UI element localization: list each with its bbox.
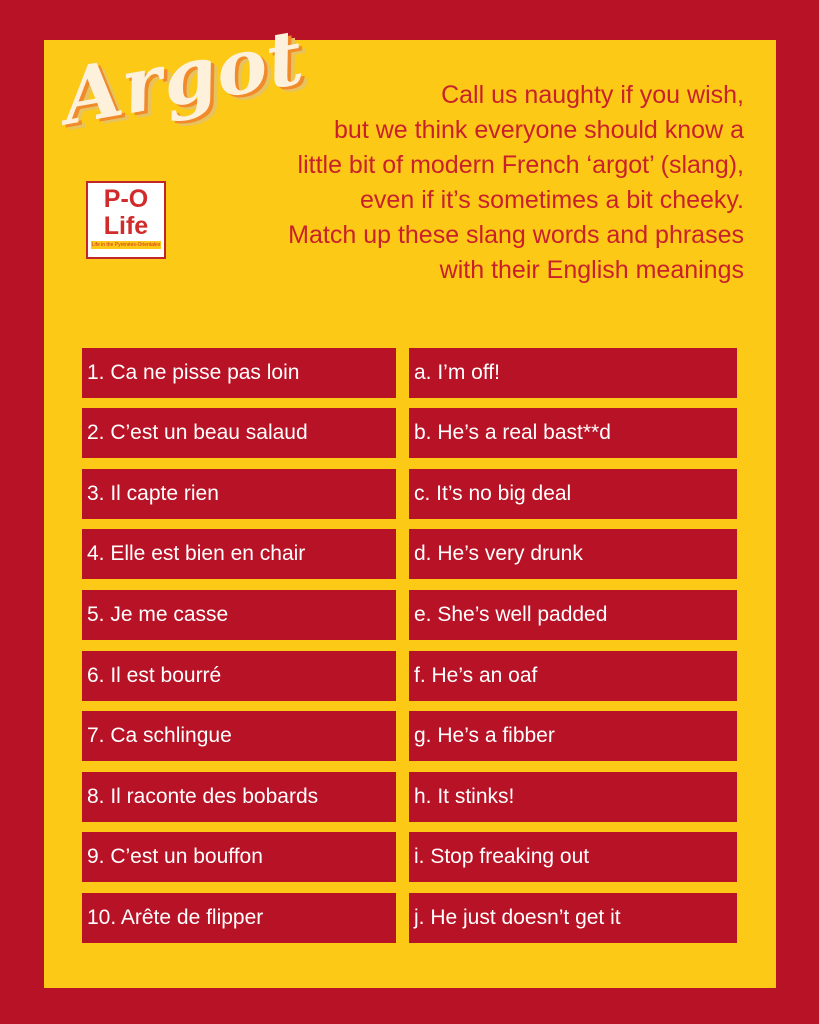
- meaning-item-a: a. I’m off!: [409, 348, 737, 398]
- intro-line: but we think everyone should know a: [334, 116, 744, 144]
- meaning-item-b: b. He’s a real bast**d: [409, 408, 737, 458]
- meaning-item-f: f. He’s an oaf: [409, 651, 737, 701]
- logo-line-2: Life: [103, 212, 149, 240]
- phrase-item-3: 3. Il capte rien: [82, 469, 396, 519]
- phrase-item-7: 7. Ca schlingue: [82, 711, 396, 761]
- phrase-item-2: 2. C’est un beau salaud: [82, 408, 396, 458]
- meaning-item-e: e. She’s well padded: [409, 590, 737, 640]
- phrase-item-10: 10. Arête de flipper: [82, 893, 396, 943]
- intro-line: even if it’s sometimes a bit cheeky.: [360, 186, 744, 214]
- intro-line: with their English meanings: [439, 256, 744, 284]
- phrase-item-8: 8. Il raconte des bobards: [82, 772, 396, 822]
- meaning-item-j: j. He just doesn’t get it: [409, 893, 737, 943]
- meaning-item-d: d. He’s very drunk: [409, 529, 737, 579]
- phrase-item-1: 1. Ca ne pisse pas loin: [82, 348, 396, 398]
- intro-line: little bit of modern French ‘argot’ (slang),: [297, 151, 744, 179]
- phrase-item-6: 6. Il est bourré: [82, 651, 396, 701]
- intro-line: Match up these slang words and phrases: [288, 221, 744, 249]
- phrase-item-4: 4. Elle est bien en chair: [82, 529, 396, 579]
- logo-tagline: Life in the Pyrénées-Orientales: [91, 242, 161, 248]
- po-life-logo: [86, 181, 166, 259]
- meaning-item-h: h. It stinks!: [409, 772, 737, 822]
- intro-text: [184, 78, 744, 288]
- logo-line-1: P-O: [103, 185, 149, 213]
- meaning-item-g: g. He’s a fibber: [409, 711, 737, 761]
- meaning-item-i: i. Stop freaking out: [409, 832, 737, 882]
- content-panel: [44, 12, 776, 988]
- meaning-item-c: c. It’s no big deal: [409, 469, 737, 519]
- page-title: Argot: [55, 12, 311, 142]
- phrase-item-5: 5. Je me casse: [82, 590, 396, 640]
- phrase-item-9: 9. C’est un bouffon: [82, 832, 396, 882]
- intro-line: Call us naughty if you wish,: [441, 81, 744, 109]
